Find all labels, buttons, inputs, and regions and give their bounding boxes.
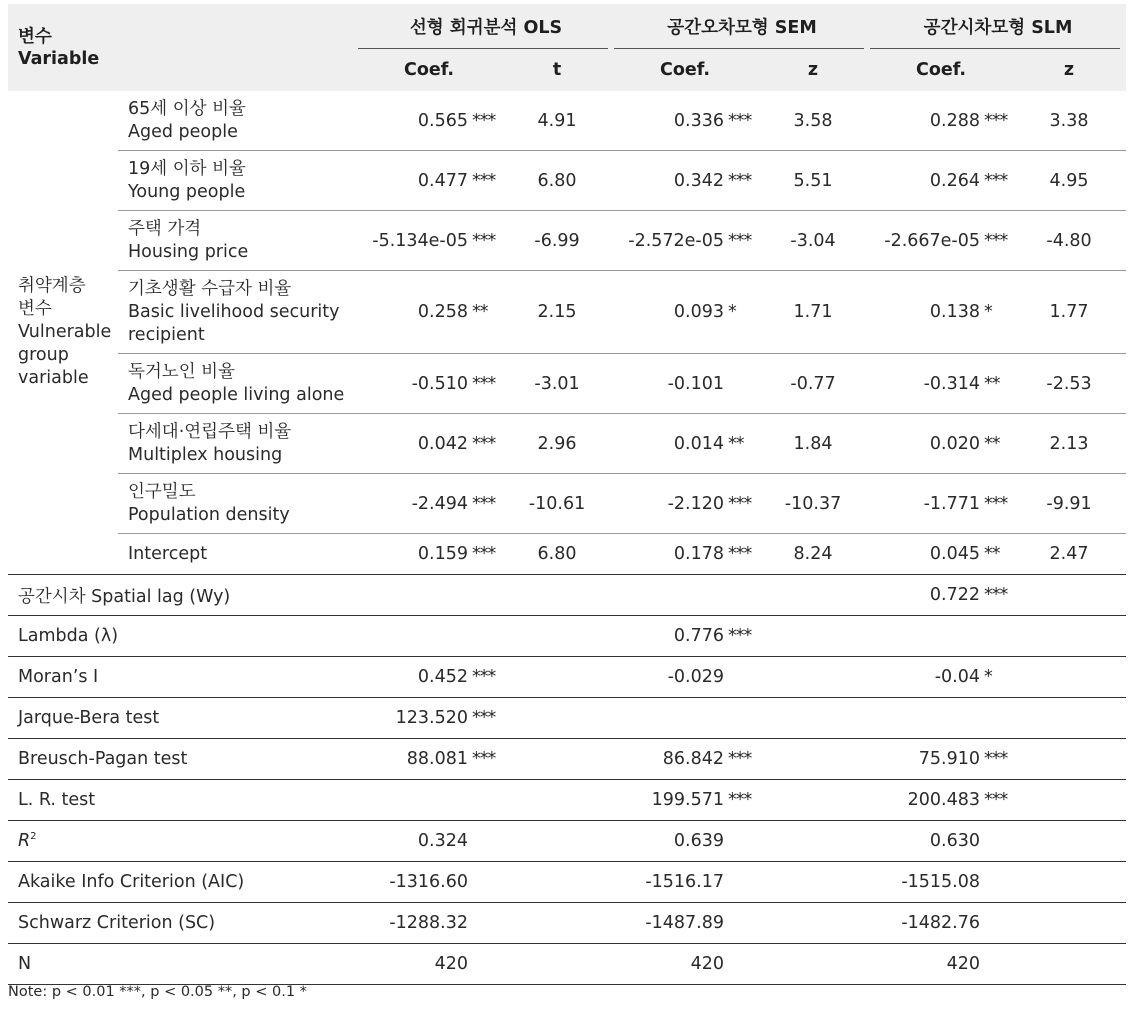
r-squared-label: R xyxy=(18,831,31,851)
slm-cell xyxy=(870,739,1012,780)
ols-value: -1316.60 xyxy=(389,872,469,892)
slm-sig: *** xyxy=(984,749,1008,769)
slm-cell xyxy=(870,698,1012,739)
row-label-en: Intercept xyxy=(128,543,208,564)
sem-cell xyxy=(614,862,756,903)
row-label: Lambda (λ) xyxy=(8,616,358,657)
ols-coef: 0.042 xyxy=(417,433,469,454)
ols-coef: 0.159 xyxy=(417,544,469,564)
slm-sig: *** xyxy=(984,110,1008,131)
sem-coef-cell xyxy=(614,474,756,534)
row-label: N xyxy=(8,944,358,985)
ols-cell xyxy=(358,657,500,698)
subheader-sem-coef: Coef. xyxy=(614,48,756,91)
row-label xyxy=(118,414,358,474)
slm-value: 0.722 xyxy=(929,585,981,605)
ols-sig: *** xyxy=(472,667,496,687)
sem-cell xyxy=(614,821,756,862)
slm-value: -0.04 xyxy=(934,667,981,687)
row-label-ko: 다세대·연립주택 비율 xyxy=(128,421,292,442)
sem-z: 1.71 xyxy=(756,271,870,354)
sem-coef-cell xyxy=(614,271,756,354)
variable-header xyxy=(8,4,358,91)
ols-value: 420 xyxy=(434,954,469,974)
table-row xyxy=(8,414,1126,474)
sem-value: 420 xyxy=(690,954,725,974)
row-label-en: Aged people living alone xyxy=(128,384,345,405)
sem-cell xyxy=(614,575,756,616)
row-label-en: Basic livelihood security xyxy=(128,301,340,322)
ols-coef-cell xyxy=(358,474,500,534)
row-label: Akaike Info Criterion (AIC) xyxy=(8,862,358,903)
row-label-en-2: recipient xyxy=(128,324,205,345)
row-label xyxy=(118,151,358,211)
slm-coef: -0.314 xyxy=(923,373,981,394)
table-row xyxy=(8,944,1126,985)
sem-coef: 0.178 xyxy=(673,544,725,564)
ols-coef-cell xyxy=(358,354,500,414)
slm-value: -1515.08 xyxy=(901,872,981,892)
ols-t: 4.91 xyxy=(500,91,614,151)
slm-cell xyxy=(870,903,1012,944)
ols-cell xyxy=(358,739,500,780)
ols-sig: *** xyxy=(472,708,496,728)
slm-sig: ** xyxy=(984,373,1000,394)
ols-coef: -2.494 xyxy=(411,493,469,514)
ols-cell xyxy=(358,698,500,739)
table-row xyxy=(8,821,1126,862)
row-label: Moran’s I xyxy=(8,657,358,698)
table-row xyxy=(8,474,1126,534)
slm-coef-cell xyxy=(870,271,1012,354)
sem-coef-cell xyxy=(614,151,756,211)
slm-z: -4.80 xyxy=(1012,211,1126,271)
row-label: Schwarz Criterion (SC) xyxy=(8,903,358,944)
row-label: 공간시차 Spatial lag (Wy) xyxy=(8,575,358,616)
header-row-groups xyxy=(8,4,1126,48)
sem-coef: -2.572e-05 xyxy=(628,230,725,251)
ols-cell xyxy=(358,821,500,862)
slm-coef-cell xyxy=(870,474,1012,534)
table-row xyxy=(8,862,1126,903)
regression-table xyxy=(8,4,1126,985)
sem-sig: *** xyxy=(728,790,752,810)
slm-cell xyxy=(870,944,1012,985)
sem-cell xyxy=(614,903,756,944)
slm-sig: *** xyxy=(984,493,1008,514)
group-label-line: 변수 xyxy=(18,299,52,319)
ols-t: 2.15 xyxy=(500,271,614,354)
subheader-ols-t: t xyxy=(500,48,614,91)
sem-z: -3.04 xyxy=(756,211,870,271)
sem-z: -0.77 xyxy=(756,354,870,414)
table-row xyxy=(8,739,1126,780)
ols-value: 0.452 xyxy=(417,667,469,687)
slm-z: -9.91 xyxy=(1012,474,1126,534)
ols-coef-cell xyxy=(358,414,500,474)
table-row xyxy=(8,657,1126,698)
ols-cell xyxy=(358,903,500,944)
group-label-line: group xyxy=(18,345,69,365)
slm-coef: 0.264 xyxy=(929,170,981,191)
slm-coef-cell xyxy=(870,151,1012,211)
row-label-ko: 65세 이상 비율 xyxy=(128,98,246,119)
sem-value: 0.639 xyxy=(673,831,725,851)
slm-sig: *** xyxy=(984,170,1008,191)
slm-z: 1.77 xyxy=(1012,271,1126,354)
slm-coef-cell xyxy=(870,534,1012,575)
ols-cell xyxy=(358,944,500,985)
table-row xyxy=(8,534,1126,575)
slm-value: 75.910 xyxy=(918,749,981,769)
ols-coef: -5.134e-05 xyxy=(372,230,469,251)
row-label: Jarque-Bera test xyxy=(8,698,358,739)
table-row xyxy=(8,151,1126,211)
sem-value: 199.571 xyxy=(651,790,725,810)
row-label-en: Multiplex housing xyxy=(128,444,283,465)
ols-t: 6.80 xyxy=(500,534,614,575)
ols-coef-cell xyxy=(358,534,500,575)
sem-z: -10.37 xyxy=(756,474,870,534)
ols-coef-cell xyxy=(358,91,500,151)
sem-sig: *** xyxy=(728,749,752,769)
table-note: Note: p < 0.01 ***, p < 0.05 **, p < 0.1 * xyxy=(8,984,307,1000)
table-row xyxy=(8,91,1126,151)
row-label-ko: 주택 가격 xyxy=(128,218,202,239)
sem-cell xyxy=(614,944,756,985)
slm-coef: 0.288 xyxy=(929,110,981,131)
table-row xyxy=(8,616,1126,657)
group-label-line: variable xyxy=(18,368,89,388)
table-row xyxy=(8,698,1126,739)
sem-coef: 0.093 xyxy=(673,302,725,322)
row-label-ko: 19세 이하 비율 xyxy=(128,158,246,179)
slm-cell xyxy=(870,780,1012,821)
sem-sig: * xyxy=(728,302,736,322)
slm-coef-cell xyxy=(870,414,1012,474)
ols-sig: *** xyxy=(472,230,496,251)
ols-coef: 0.565 xyxy=(417,110,469,131)
slm-z: 3.38 xyxy=(1012,91,1126,151)
ols-coef: 0.477 xyxy=(417,170,469,191)
row-label: Breusch-Pagan test xyxy=(8,739,358,780)
slm-sig: ** xyxy=(984,544,1000,564)
sem-sig: *** xyxy=(728,493,752,514)
table-row xyxy=(8,903,1126,944)
ols-cell xyxy=(358,575,500,616)
ols-t: 6.80 xyxy=(500,151,614,211)
ols-sig: *** xyxy=(472,749,496,769)
slm-z: 2.13 xyxy=(1012,414,1126,474)
row-label-en: Housing price xyxy=(128,241,249,262)
row-label-en: Aged people xyxy=(128,121,238,142)
ols-value: 0.324 xyxy=(417,831,469,851)
subheader-slm-z: z xyxy=(1012,48,1126,91)
sem-coef-cell xyxy=(614,211,756,271)
ols-sig: *** xyxy=(472,373,496,394)
sem-coef: 0.336 xyxy=(673,110,725,131)
sem-z: 1.84 xyxy=(756,414,870,474)
sem-sig: *** xyxy=(728,544,752,564)
sem-value: 0.776 xyxy=(673,626,725,646)
group-header-slm: 공간시차모형 SLM xyxy=(870,4,1126,48)
sem-coef: -2.120 xyxy=(667,493,725,514)
row-label xyxy=(8,821,358,862)
slm-coef: 0.138 xyxy=(929,302,981,322)
vulnerable-group-label xyxy=(8,91,118,575)
sem-coef-cell xyxy=(614,354,756,414)
ols-sig: ** xyxy=(472,302,488,322)
group-label-line: Vulnerable xyxy=(18,322,112,342)
ols-cell xyxy=(358,780,500,821)
sem-cell xyxy=(614,616,756,657)
row-label-ko: 독거노인 비율 xyxy=(128,361,235,382)
ols-t: 2.96 xyxy=(500,414,614,474)
sem-cell xyxy=(614,657,756,698)
subheader-slm-coef: Coef. xyxy=(870,48,1012,91)
variable-header-en: Variable xyxy=(18,48,100,69)
slm-sig: * xyxy=(984,667,992,687)
slm-z: -2.53 xyxy=(1012,354,1126,414)
sem-coef: 0.014 xyxy=(673,433,725,454)
ols-sig: *** xyxy=(472,170,496,191)
ols-sig: *** xyxy=(472,110,496,131)
ols-coef-cell xyxy=(358,151,500,211)
slm-value: 200.483 xyxy=(907,790,981,810)
sem-coef: 0.342 xyxy=(673,170,725,191)
sem-value: -1487.89 xyxy=(645,913,725,933)
row-label-ko: 기초생활 수급자 비율 xyxy=(128,278,292,299)
group-header-sem: 공간오차모형 SEM xyxy=(614,4,870,48)
slm-z: 2.47 xyxy=(1012,534,1126,575)
row-label xyxy=(118,271,358,354)
slm-sig: *** xyxy=(984,230,1008,251)
subheader-ols-coef: Coef. xyxy=(358,48,500,91)
ols-t: -10.61 xyxy=(500,474,614,534)
ols-coef-cell xyxy=(358,271,500,354)
sem-value: -1516.17 xyxy=(645,872,725,892)
slm-coef-cell xyxy=(870,354,1012,414)
r-squared-sup: 2 xyxy=(30,831,37,843)
table-row xyxy=(8,211,1126,271)
sem-value: -0.029 xyxy=(667,667,725,687)
slm-sig: ** xyxy=(984,433,1000,454)
row-label xyxy=(118,91,358,151)
sem-coef: -0.101 xyxy=(667,373,725,394)
group-label-line: 취약계층 xyxy=(18,276,86,296)
slm-sig: *** xyxy=(984,790,1008,810)
slm-value: 0.630 xyxy=(929,831,981,851)
sem-value: 86.842 xyxy=(662,749,725,769)
sem-cell xyxy=(614,739,756,780)
slm-cell xyxy=(870,575,1012,616)
slm-sig: * xyxy=(984,302,992,322)
slm-coef: -2.667e-05 xyxy=(884,230,981,251)
slm-coef-cell xyxy=(870,211,1012,271)
sem-sig: *** xyxy=(728,230,752,251)
ols-value: 123.520 xyxy=(395,708,469,728)
slm-coef: -1.771 xyxy=(923,493,981,514)
slm-cell xyxy=(870,657,1012,698)
table-row xyxy=(8,271,1126,354)
variable-header-ko: 변수 xyxy=(18,26,52,47)
slm-sig: *** xyxy=(984,585,1008,605)
slm-z: 4.95 xyxy=(1012,151,1126,211)
ols-sig: *** xyxy=(472,544,496,564)
ols-value: 88.081 xyxy=(406,749,469,769)
sem-sig: *** xyxy=(728,626,752,646)
ols-sig: *** xyxy=(472,433,496,454)
sem-z: 8.24 xyxy=(756,534,870,575)
sem-sig: *** xyxy=(728,110,752,131)
sem-z: 3.58 xyxy=(756,91,870,151)
ols-cell xyxy=(358,862,500,903)
subheader-sem-z: z xyxy=(756,48,870,91)
sem-z: 5.51 xyxy=(756,151,870,211)
sem-coef-cell xyxy=(614,414,756,474)
slm-coef: 0.020 xyxy=(929,433,981,454)
ols-coef-cell xyxy=(358,211,500,271)
table-row xyxy=(8,780,1126,821)
table-row xyxy=(8,354,1126,414)
ols-cell xyxy=(358,616,500,657)
ols-sig: *** xyxy=(472,493,496,514)
sem-coef-cell xyxy=(614,534,756,575)
sem-sig: *** xyxy=(728,170,752,191)
group-header-ols: 선형 회귀분석 OLS xyxy=(358,4,614,48)
slm-coef-cell xyxy=(870,91,1012,151)
slm-value: -1482.76 xyxy=(901,913,981,933)
ols-t: -3.01 xyxy=(500,354,614,414)
row-label xyxy=(118,474,358,534)
sem-coef-cell xyxy=(614,91,756,151)
sem-cell xyxy=(614,698,756,739)
row-label: L. R. test xyxy=(8,780,358,821)
row-label xyxy=(118,354,358,414)
slm-coef: 0.045 xyxy=(929,544,981,564)
ols-coef: -0.510 xyxy=(411,373,469,394)
slm-cell xyxy=(870,862,1012,903)
slm-cell xyxy=(870,616,1012,657)
row-label-en: Population density xyxy=(128,504,290,525)
table-row xyxy=(8,575,1126,616)
ols-coef: 0.258 xyxy=(417,302,469,322)
row-label xyxy=(118,534,358,575)
row-label-ko: 인구밀도 xyxy=(128,481,196,502)
row-label-en: Young people xyxy=(128,181,246,202)
ols-value: -1288.32 xyxy=(389,913,469,933)
ols-t: -6.99 xyxy=(500,211,614,271)
sem-cell xyxy=(614,780,756,821)
row-label xyxy=(118,211,358,271)
sem-sig: ** xyxy=(728,433,744,454)
slm-value: 420 xyxy=(946,954,981,974)
slm-cell xyxy=(870,821,1012,862)
